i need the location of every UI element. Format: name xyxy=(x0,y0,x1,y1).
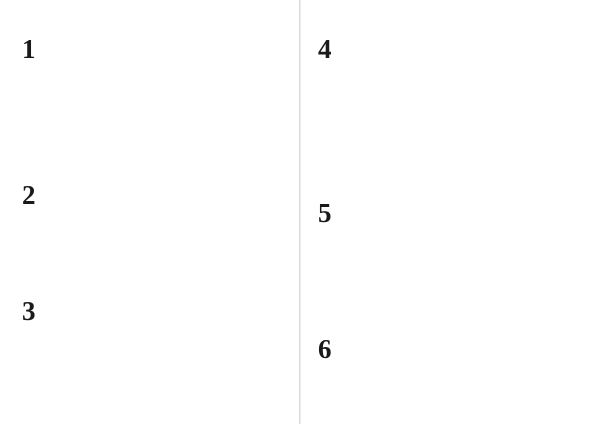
review-number: 1 xyxy=(22,34,36,64)
review-heading xyxy=(22,276,284,290)
review-number: 2 xyxy=(22,180,36,210)
review-heading xyxy=(318,314,582,328)
review-6 xyxy=(318,314,582,408)
review-heading xyxy=(22,14,284,28)
page-gutter xyxy=(299,0,301,424)
review-heading xyxy=(318,14,582,28)
review-4 xyxy=(318,14,582,162)
review-1 xyxy=(22,14,284,154)
review-number: 6 xyxy=(318,334,332,364)
review-heading xyxy=(318,178,582,192)
left-page xyxy=(22,0,284,424)
review-5 xyxy=(318,178,582,312)
review-number: 3 xyxy=(22,296,36,326)
review-number: 5 xyxy=(318,198,332,228)
review-3 xyxy=(22,276,284,404)
review-number: 4 xyxy=(318,34,332,64)
right-page xyxy=(318,0,582,424)
review-heading xyxy=(22,160,284,174)
review-2 xyxy=(22,160,284,268)
